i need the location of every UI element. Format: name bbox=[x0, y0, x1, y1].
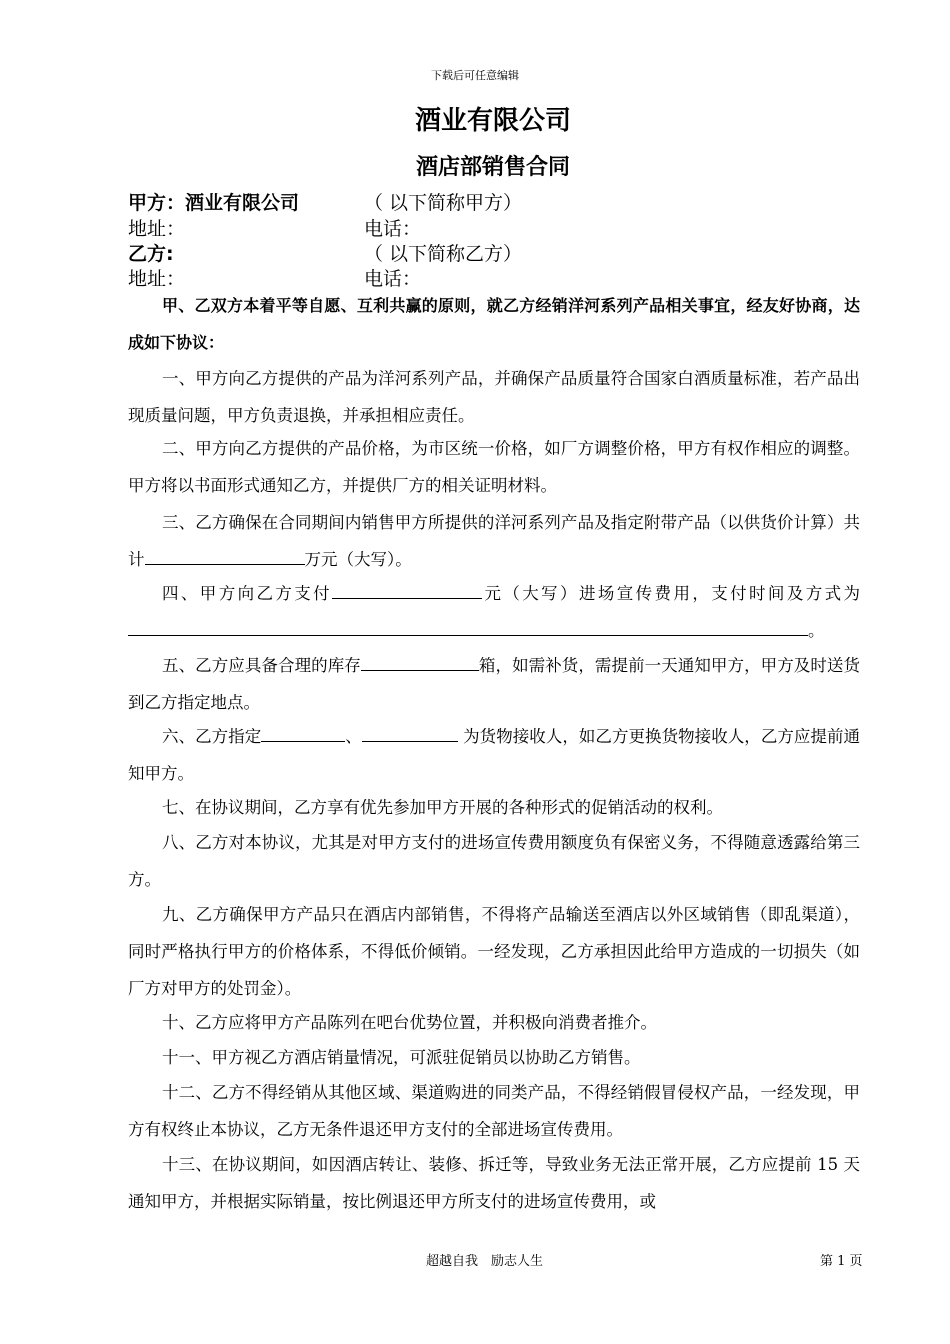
party-a-label: 甲方：酒业有限公司 bbox=[128, 192, 300, 214]
clause-3-text-a: 三、乙方确保在合同期间内销售甲方所提供的洋河系列产品及指定附带产品（以供货价计算）共计 bbox=[128, 513, 860, 569]
stock-blank[interactable] bbox=[361, 654, 479, 671]
clause-1: 一、甲方向乙方提供的产品为洋河系列产品，并确保产品质量符合国家白酒质量标准，若产品出现质量问题，甲方负责退换，并承担相应责任。 bbox=[128, 369, 860, 425]
clause-8: 八、乙方对本协议，尤其是对甲方支付的进场宣传费用额度负有保密义务，不得随意透露给第三方。 bbox=[128, 833, 860, 889]
clause-3 bbox=[128, 504, 860, 578]
receiver-1-blank[interactable] bbox=[261, 725, 345, 742]
clause-4-text-a: 四、甲方向乙方支付 bbox=[162, 584, 333, 603]
party-b-label: 乙方: bbox=[128, 243, 174, 265]
payment-method-blank[interactable] bbox=[128, 619, 808, 636]
fee-blank[interactable] bbox=[332, 582, 482, 599]
footer-motto: 超越自我 励志人生 bbox=[426, 1254, 544, 1269]
clause-5 bbox=[128, 647, 860, 721]
page-number: 第 1 页 bbox=[820, 1254, 863, 1269]
clause-9: 九、乙方确保甲方产品只在酒店内部销售，不得将产品输送至酒店以外区域销售（即乱渠道），同时严格执行甲方的价格体系，不得低价倾销。一经发现，乙方承担因此给甲方造成的一切损失（如厂方对甲方的处罚金）。 bbox=[128, 905, 860, 998]
clause-13: 十三、在协议期间，如因酒店转让、装修、拆迁等，导致业务无法正常开展，乙方应提前 15 天通知甲方，并根据实际销量，按比例退还甲方所支付的进场宣传费用，或 bbox=[128, 1155, 860, 1211]
clause-5-text-a: 五、乙方应具备合理的库存 bbox=[162, 656, 361, 675]
amount-blank[interactable] bbox=[145, 548, 305, 565]
clause-2: 二、甲方向乙方提供的产品价格，为市区统一价格，如厂方调整价格，甲方有权作相应的调整。甲方将以书面形式通知乙方，并提供厂方的相关证明材料。 bbox=[128, 439, 860, 495]
preamble: 甲、乙双方本着平等自愿、互利共赢的原则，就乙方经销洋河系列产品相关事宜，经友好协商，达成如下协议： bbox=[128, 296, 860, 352]
party-a-phone-label: 电话： bbox=[364, 218, 422, 240]
clause-4 bbox=[128, 575, 860, 649]
party-b-alias: （ 以下简称乙方） bbox=[364, 243, 523, 265]
clause-6 bbox=[128, 718, 860, 792]
clause-5-text-b: 箱，如需补货，需提前一天通知甲方，甲方及时送货到乙方指定地点。 bbox=[128, 656, 861, 712]
party-a-contact bbox=[128, 217, 422, 241]
party-b-phone-label: 电话： bbox=[364, 268, 422, 290]
clause-4-text-b: 元（大写）进场宣传费用，支付时间及方式为 bbox=[482, 584, 861, 603]
header-note: 下载后可任意编辑 bbox=[431, 69, 519, 82]
clause-3-text-b: 万元（大写）。 bbox=[304, 550, 412, 569]
party-b-line bbox=[128, 242, 523, 266]
clause-6-text-a: 六、乙方指定 bbox=[162, 727, 262, 746]
clause-7: 七、在协议期间，乙方享有优先参加甲方开展的各种形式的促销活动的权利。 bbox=[162, 798, 723, 817]
clause-12: 十二、乙方不得经销从其他区域、渠道购进的同类产品，不得经销假冒侵权产品，一经发现，甲方有权终止本协议，乙方无条件退还甲方支付的全部进场宣传费用。 bbox=[128, 1083, 860, 1139]
clause-6-text-b: 为货物接收人，如乙方更换货物接收人，乙方应提前通知甲方。 bbox=[128, 727, 861, 783]
document-title: 酒业有限公司 bbox=[414, 106, 571, 136]
clause-4-text-c: 。 bbox=[808, 621, 825, 640]
clause-6-sep: 、 bbox=[345, 727, 362, 746]
party-b-address-label: 地址： bbox=[128, 268, 186, 290]
party-a-alias: （ 以下简称甲方） bbox=[364, 192, 523, 214]
document-subtitle: 酒店部销售合同 bbox=[415, 155, 570, 180]
receiver-2-blank[interactable] bbox=[362, 725, 458, 742]
party-a-line bbox=[128, 191, 523, 215]
clause-10: 十、乙方应将甲方产品陈列在吧台优势位置，并积极向消费者推介。 bbox=[162, 1013, 657, 1032]
party-a-address-label: 地址： bbox=[128, 218, 186, 240]
clause-11: 十一、甲方视乙方酒店销量情况，可派驻促销员以协助乙方销售。 bbox=[162, 1048, 641, 1067]
